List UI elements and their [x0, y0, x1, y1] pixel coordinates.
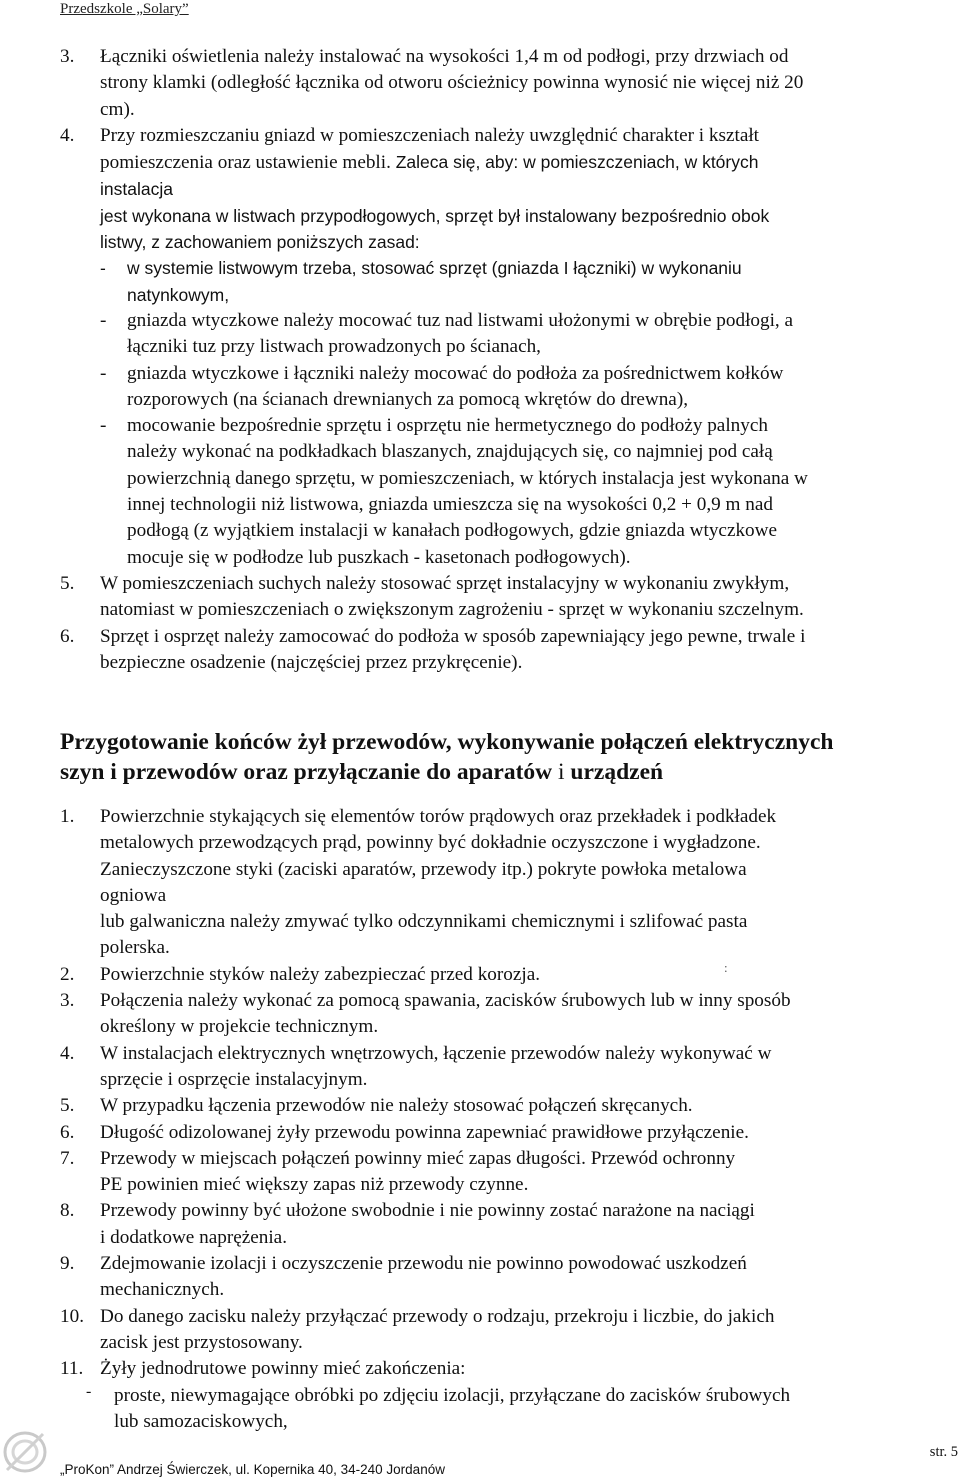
list-item [60, 1093, 960, 1119]
heading-line: Przygotowanie końców żył przewodów, wykonywanie połączeń elektrycznych [60, 729, 834, 755]
item-line: natomiast w pomieszczeniach o zwiększonym zagrożeniu - sprzęt w wykonaniu szczelnym. [100, 599, 804, 621]
list-item [60, 1120, 960, 1146]
item-text: pomieszczenia oraz ustawienie mebli. [100, 152, 391, 174]
bullet-line: natynkowym, [127, 284, 230, 305]
document-header: Przedszkole „Solary” [60, 1, 189, 17]
item-line: Powierzchnie styków należy zabezpieczać przed korozja. [100, 963, 541, 985]
bullet-line: rozporowych (na ścianach drewnianych za pomocą wkrętów do drewna), [127, 388, 689, 410]
item-line [100, 149, 960, 176]
footer-text: „ProKon” Andrzej Świerczek, ul. Kopernika 40, 34-240 Jordanów [60, 1462, 445, 1477]
item-line: lub galwaniczna należy zmywać tylko odczynnikami chemicznymi i szlifować pasta [100, 911, 748, 933]
item-line: Długość odizolowanej żyły przewodu powinna zapewniać prawidłowe przyłączenie. [100, 1121, 749, 1143]
item-number: 3. [60, 990, 75, 1012]
item-line: ogniowa [100, 884, 167, 906]
item-number: 4. [60, 1042, 75, 1064]
item-line: i dodatkowe naprężenia. [100, 1226, 287, 1248]
list-item [60, 1041, 960, 1094]
list-item [60, 962, 960, 988]
item-line: Przy rozmieszczaniu gniazd w pomieszczeniach należy uwzględnić charakter i kształt [100, 124, 759, 146]
bullet-line: proste, niewymagające obróbki po zdjęciu izolacji, przyłączane do zacisków śrubowych [114, 1384, 791, 1406]
item-line: W przypadku łączenia przewodów nie należy stosować połączeń skręcanych. [100, 1095, 693, 1117]
item-line: metalowych przewodzących prąd, powinny być dokładnie oczyszczone i wygładzone. [100, 832, 761, 854]
list-item [60, 1198, 960, 1251]
page-number: str. 5 [929, 1444, 958, 1460]
bullet-line: mocowanie bezpośrednie sprzętu i osprzętu nie hermetycznego do podłoży palnych [127, 415, 768, 437]
item-line: Połączenia należy wykonać za pomocą spawania, zacisków śrubowych lub w inny sposób [100, 990, 791, 1012]
item-line: polerska. [100, 937, 170, 959]
item-line: Sprzęt i osprzęt należy zamocować do podłoża w sposób zapewniający jego pewne, trwale i [100, 625, 806, 647]
item-line: Przewody powinny być ułożone swobodnie i nie powinny zostać narażone na naciągi [100, 1200, 755, 1222]
list-item [60, 123, 960, 571]
bullet-item: - proste, niewymagające obróbki po zdjęciu izolacji, przyłączane do zacisków śrubowych lub samozaciskowych, [60, 1383, 960, 1436]
item-text-sans: Zaleca się, aby: w pomieszczeniach, w których [395, 152, 759, 173]
item-line: W pomieszczeniach suchych należy stosować sprzęt instalacyjny w wykonaniu zwykłym, [100, 572, 790, 594]
item-line: listwy, z zachowaniem poniższych zasad: [100, 232, 420, 253]
bullet-item: - w systemie listwowym trzeba, stosować sprzęt (gniazda I łączniki) w wykonaniu natynkowym, [100, 255, 960, 308]
item-line: Łączniki oświetlenia należy instalować na wysokości 1,4 m od podłogi, przy drzwiach od [100, 46, 789, 67]
bullet-item: - gniazda wtyczkowe należy mocować tuz nad listwami ułożonymi w obrębie podłogi, a łączniki tuz przy listwach prowadzonych po ścianach, [100, 308, 960, 361]
section-2-list [60, 804, 960, 1435]
bullet-item: - mocowanie bezpośrednie sprzętu i osprzętu nie hermetycznego do podłoży palnych należy wykonać na podkładkach blaszanych, znajdujących się, co najmniej pod całą powierzchnią danego sprzętu, w pomieszczeniach, w których instalacja jest wykonana w innej technologii niż listwowa, gniazda umieszcza się na wysokości 0,2 + 0,9 m nad podłogą (z wyjątkiem instalacji w kanałach podłogowych, gdzie gniazda wtyczkowe mocuje się w podłodze lub puszkach - kasetonach podłogowych). [100, 413, 960, 571]
item-line: Żyły jednodrutowe powinny mieć zakończenia: [100, 1358, 466, 1380]
item-number: 4. [60, 124, 75, 146]
item-number: 9. [60, 1253, 75, 1275]
item-line: zacisk jest przystosowany. [100, 1331, 303, 1353]
item-line: Przewody w miejscach połączeń powinny mieć zapas długości. Przewód ochronny [100, 1147, 736, 1169]
item-line: Do danego zacisku należy przyłączać przewody o rodzaju, przekroju i liczbie, do jakich [100, 1305, 775, 1327]
bullet-line: podłogą (z wyjątkiem instalacji w kanałach podłogowych, gdzie gniazda wtyczkowe [127, 520, 778, 542]
item-number: 5. [60, 572, 75, 594]
section-1-list [60, 44, 960, 676]
bullet-item: - gniazda wtyczkowe i łączniki należy mocować do podłoża za pośrednictwem kołków rozporowych (na ścianach drewnianych za pomocą wkrętów do drewna), [100, 361, 960, 414]
list-item [60, 804, 960, 962]
bullet-line: należy wykonać na podkładkach blaszanych, znajdujących się, co najmniej pod całą [127, 441, 773, 463]
item-number: 5. [60, 1095, 75, 1117]
stray-mark: : [724, 960, 728, 975]
item-line: strony klamki (odległość łącznika od otworu ościeżnicy powinna wynosić nie więcej niż 20 [100, 72, 804, 94]
bullet-line: powierzchnią danego sprzętu, w pomieszczeniach, w których instalacja jest wykonana w [127, 467, 808, 489]
item-line: mechanicznych. [100, 1279, 225, 1301]
section-heading [60, 727, 960, 787]
item-line: określony w projekcie technicznym. [100, 1016, 379, 1038]
item-line: Zdejmowanie izolacji i oczyszczenie przewodu nie powinno powodować uszkodzeń [100, 1253, 747, 1275]
bullet-line: mocuje się w podłodze lub puszkach - kasetonach podłogowych). [127, 546, 631, 568]
list-item [60, 44, 960, 123]
item-line: instalacja [100, 179, 173, 200]
item-line: Zanieczyszczone styki (zaciski aparatów, przewody itp.) pokryte powłoka metalowa [100, 858, 747, 880]
item-line: jest wykonana w listwach przypodłogowych, sprzęt był instalowany bezpośrednio obok [100, 205, 770, 226]
bullet-line: gniazda wtyczkowe i łączniki należy mocować do podłoża za pośrednictwem kołków [127, 362, 784, 384]
list-item [60, 624, 960, 677]
bullet-line: gniazda wtyczkowe należy mocować tuz nad listwami ułożonymi w obrębie podłogi, a [127, 309, 794, 331]
list-item [60, 1356, 960, 1382]
bullet-line: łączniki tuz przy listwach prowadzonych po ścianach, [127, 336, 541, 358]
item-line: Powierzchnie stykających się elementów torów prądowych oraz przekładek i podkładek [100, 806, 777, 827]
item-number: 6. [60, 625, 75, 647]
item-number: 1. [60, 806, 75, 827]
bullet-line: lub samozaciskowych, [114, 1410, 288, 1432]
company-logo [3, 1414, 55, 1476]
item-line: W instalacjach elektrycznych wnętrzowych, łączenie przewodów należy wykonywać w [100, 1042, 772, 1064]
item-line: PE powinien mieć większy zapas niż przewody czynne. [100, 1174, 529, 1196]
list-item [60, 988, 960, 1041]
list-item [60, 1304, 960, 1357]
item-number: 10. [60, 1305, 84, 1327]
heading-line: szyn i przewodów oraz przyłączanie do aparatów i urządzeń [60, 759, 664, 785]
list-item [60, 571, 960, 624]
item-line: cm). [100, 98, 135, 120]
item-number: 3. [60, 46, 75, 67]
list-item [60, 1146, 960, 1199]
bullet-line: innej technologii niż listwowa, gniazda umieszcza się na wysokości 0,2 + 0,9 m nad [127, 494, 773, 516]
bullet-line: w systemie listwowym trzeba, stosować sprzęt (gniazda I łączniki) w wykonaniu [127, 258, 742, 279]
item-number: 2. [60, 963, 75, 985]
item-line: bezpieczne osadzenie (najczęściej przez przykręcenie). [100, 651, 523, 673]
item-number: 7. [60, 1147, 75, 1169]
list-item [60, 1251, 960, 1304]
item-line: sprzęcie i osprzęcie instalacyjnym. [100, 1068, 368, 1090]
item-number: 6. [60, 1121, 75, 1143]
item-number: 8. [60, 1200, 75, 1222]
item-number: 11. [60, 1358, 84, 1380]
